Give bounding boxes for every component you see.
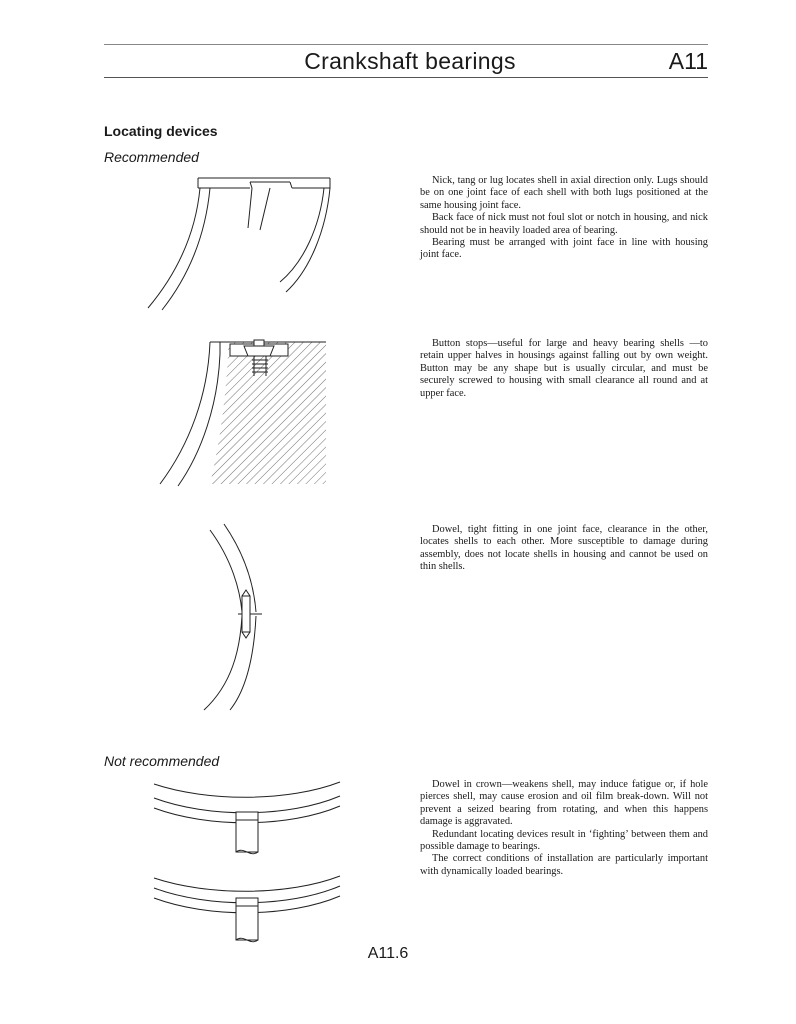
paragraph: Button stops—useful for large and heavy bearing shells —to retain upper halves in housings against falling out by own weight. Button may be any shape but is usually circular, and must be securely screwed to housing with small clearance all round and at upper face. [420,338,708,399]
page-number: A11.6 [367,945,409,962]
paragraph: Nick, tang or lug locates shell in axial direction only. Lugs should be on one joint face of each shell with both lugs positioned at the same housing joint face. [420,175,708,211]
button-stop-screw-figure [150,334,340,494]
crown-dowel-figure [148,778,348,864]
paragraph: Dowel, tight fitting in one joint face, clearance in the other, locates shells to each other. More susceptible to damage during assembly, does not locate shells in housing and cannot be used on thin shells. [420,524,708,573]
joint-face-dowel-figure [190,520,290,720]
header-bottom-rule [104,77,708,78]
paragraph: Bearing must be arranged with joint face in line with housing joint face. [420,237,708,261]
paragraph: The correct conditions of installation are particularly important with dynamically loaded bearings. [420,853,708,877]
paragraph: Back face of nick must not foul slot or notch in housing, and nick should not be in heavily loaded area of bearing. [420,212,708,236]
not-recommended-label: Not recommended [104,753,220,769]
page-footer [0,945,796,963]
button-stop-description [420,338,708,400]
nick-tang-lug-description [420,175,708,262]
crown-dowel-description [420,779,708,878]
bearing-shell-with-nick-lug-figure [140,170,340,330]
paragraph: Redundant locating devices result in ‘fighting’ between them and possible damage to bearings. [420,828,708,853]
recommended-label: Recommended [104,149,199,165]
header-top-rule [104,44,708,45]
section-heading: Locating devices [104,123,218,139]
section-code: A11 [668,48,708,74]
crown-dowel-pierced-figure [148,872,348,944]
joint-dowel-description [420,524,708,574]
page-title: Crankshaft bearings [304,48,516,74]
paragraph: Dowel in crown—weakens shell, may induce fatigue or, if hole pierces shell, may cause erosion and oil film break-down. Will not prevent a seized bearing from rotating, and when this happens damage is aggravated. [420,779,708,828]
